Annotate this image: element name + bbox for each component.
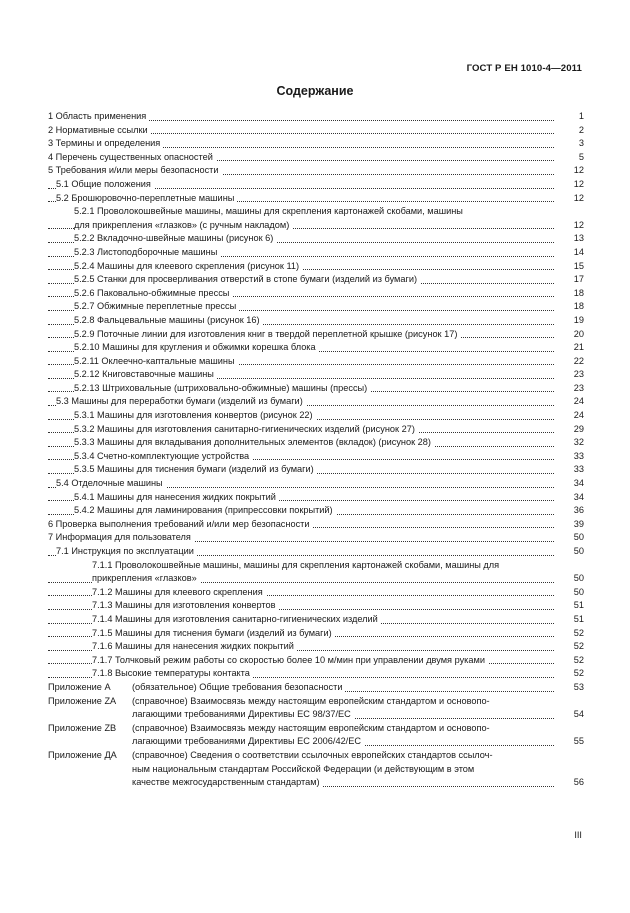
toc-entry-text: 5.2.6 Паковально-обжимные прессы: [74, 288, 232, 298]
toc-entry[interactable]: [48, 667, 584, 681]
toc-entry[interactable]: [48, 328, 584, 342]
toc-page-number: 24: [560, 395, 584, 409]
toc-entry-text: 5.2.9 Поточные линии для изготовления книг в твердой переплетной крышке (рисунок 17): [74, 329, 460, 339]
toc-entry[interactable]: [48, 559, 584, 586]
toc-entry[interactable]: [48, 599, 584, 613]
toc-page-number: 18: [560, 300, 584, 314]
toc-page-number: 3: [560, 137, 584, 151]
toc-entry-text: 5.2.4 Машины для клеевого скрепления (рисунок 11): [74, 261, 302, 271]
toc-page-number: 50: [560, 531, 584, 545]
page-title: Содержание: [276, 84, 354, 98]
toc-page-number: 56: [560, 776, 584, 790]
toc-page-number: 12: [560, 164, 584, 178]
toc-page-number: 24: [560, 409, 584, 423]
appendix-label: Приложение ZB: [48, 722, 117, 733]
toc-entry-text: 7.1.5 Машины для тиснения бумаги (изделий из бумаги): [92, 628, 335, 638]
toc-page-number: 14: [560, 246, 584, 260]
toc-page-number: 12: [560, 219, 584, 233]
toc-page-number: 36: [560, 504, 584, 518]
toc-page-number: 32: [560, 436, 584, 450]
toc-entry-text: 5.2.3 Листоподборочные машины: [74, 247, 220, 257]
appendix-title: (справочное) Взаимосвязь между настоящим европейским стандартом и основопо-: [132, 722, 490, 733]
toc-page-number: 23: [560, 368, 584, 382]
toc-entry[interactable]: [48, 246, 584, 260]
toc-entry-text: 5.3.4 Счетно-комплектующие устройства: [74, 451, 252, 461]
toc-entry-text: 5.2.1 Проволокошвейные машины, машины для скрепления картонажей скобами, машины: [74, 206, 466, 216]
toc-page-number: 55: [560, 735, 584, 749]
toc-page-number: 5: [560, 151, 584, 165]
toc-page-number: 19: [560, 314, 584, 328]
appendix-label: Приложение А: [48, 681, 111, 692]
toc-entry[interactable]: [48, 586, 584, 600]
toc-entry[interactable]: [48, 545, 584, 559]
toc-page-number: 52: [560, 640, 584, 654]
toc-entry[interactable]: [48, 341, 584, 355]
toc-entry-text: 7.1.3 Машины для изготовления конвертов: [92, 600, 279, 610]
toc-entry[interactable]: [48, 124, 584, 138]
toc-page-number: 52: [560, 627, 584, 641]
toc-entry-text: 7.1.4 Машины для изготовления санитарно-гигиенических изделий: [92, 614, 381, 624]
toc-entry[interactable]: [48, 395, 584, 409]
toc-page-number: 17: [560, 273, 584, 287]
toc-entry-text: 5.3 Машины для переработки бумаги (изделий из бумаги): [56, 396, 306, 406]
toc-entry[interactable]: [48, 314, 584, 328]
toc-entry-text: 7.1 Инструкция по эксплуатации: [56, 546, 197, 556]
toc-entry[interactable]: [48, 436, 584, 450]
toc-page-number: 33: [560, 463, 584, 477]
toc-entry[interactable]: [48, 205, 584, 232]
toc-entry[interactable]: [48, 137, 584, 151]
toc-page-number: 39: [560, 518, 584, 532]
toc-entry-text: 5.3.3 Машины для вкладывания дополнительных элементов (вкладок) (рисунок 28): [74, 437, 434, 447]
toc-entry[interactable]: [48, 164, 584, 178]
toc-entry[interactable]: [48, 409, 584, 423]
toc-entry[interactable]: [48, 627, 584, 641]
toc-entry-text: 5.1 Общие положения: [56, 179, 154, 189]
toc-entry-text: 5.2.2 Вкладочно-швейные машины (рисунок 6): [74, 233, 276, 243]
toc-page-number: 21: [560, 341, 584, 355]
appendix-label: Приложение ZA: [48, 695, 117, 706]
toc-page-number: 20: [560, 328, 584, 342]
appendix-title: ным национальным стандартам Российской Федерации (и действующим в этом: [132, 763, 475, 774]
toc-entry-text: 7.1.7 Толчковый режим работы со скоростью более 10 м/мин при управлении двумя руками: [92, 655, 488, 665]
toc-entry-text: прикрепления «глазков»: [92, 573, 200, 583]
toc-entry-text: 5.3.2 Машины для изготовления санитарно-гигиенических изделий (рисунок 27): [74, 424, 418, 434]
toc-entry[interactable]: [48, 368, 584, 382]
toc-page-number: 51: [560, 599, 584, 613]
toc-entry[interactable]: [48, 531, 584, 545]
toc-page-number: 52: [560, 667, 584, 681]
toc-entry-text: 2 Нормативные ссылки: [48, 125, 151, 135]
toc-appendix[interactable]: [48, 749, 584, 790]
appendix-title: лагающими требованиями Директивы ЕС 98/37/ЕС: [132, 709, 351, 720]
toc-entry-text: 5.2.7 Обжимные переплетные прессы: [74, 301, 239, 311]
toc-entry[interactable]: [48, 178, 584, 192]
toc-page-number: 15: [560, 260, 584, 274]
toc-entry-text: 5.2.8 Фальцевальные машины (рисунок 16): [74, 315, 263, 325]
toc-entry[interactable]: [48, 232, 584, 246]
toc-entry-text: 7 Информация для пользователя: [48, 532, 194, 542]
toc-entry[interactable]: [48, 423, 584, 437]
toc-appendix[interactable]: [48, 722, 584, 749]
toc-entry[interactable]: [48, 518, 584, 532]
toc-entry-text: 5.2.12 Книговставочные машины: [74, 369, 217, 379]
toc-entry[interactable]: [48, 355, 584, 369]
toc-page-number: 50: [560, 572, 584, 586]
toc-page-number: 53: [560, 681, 584, 695]
toc-entry-text: 7.1.6 Машины для нанесения жидких покрытий: [92, 641, 297, 651]
toc-appendix[interactable]: [48, 681, 584, 695]
toc-entry[interactable]: [48, 491, 584, 505]
appendix-title: качестве межгосударственным стандартам): [132, 777, 320, 788]
appendix-title: (справочное) Сведения о соответствии ссылочных европейских стандартов ссылоч-: [132, 749, 493, 760]
appendix-title: лагающими требованиями Директивы ЕС 2006/42/ЕС: [132, 736, 361, 747]
toc-entry-text: 5 Требования и/или меры безопасности: [48, 165, 222, 175]
toc-entry-text: 3 Термины и определения: [48, 138, 163, 148]
toc-page-number: 12: [560, 178, 584, 192]
toc-entry[interactable]: [48, 613, 584, 627]
toc-page-number: 34: [560, 477, 584, 491]
toc-entry-text: 5.2.13 Штриховальные (штриховально-обжимные) машины (прессы): [74, 383, 370, 393]
toc-entry-text: 7.1.8 Высокие температуры контакта: [92, 668, 253, 678]
toc-page-number: 34: [560, 491, 584, 505]
toc-entry[interactable]: [48, 110, 584, 124]
toc-page-number: 51: [560, 613, 584, 627]
toc-entry[interactable]: [48, 151, 584, 165]
toc-entry-text: 7.1.1 Проволокошвейные машины, машины для скрепления картонажей скобами, машины для: [92, 560, 502, 570]
toc-page-number: 13: [560, 232, 584, 246]
toc-entry-text: 5.3.1 Машины для изготовления конвертов (рисунок 22): [74, 410, 316, 420]
toc-entry-text: 5.2.11 Оклеечно-каптальные машины: [74, 356, 238, 366]
toc-entry-text: 7.1.2 Машины для клеевого скрепления: [92, 587, 266, 597]
toc-page-number: 54: [560, 708, 584, 722]
toc-entry[interactable]: [48, 300, 584, 314]
toc-entry[interactable]: [48, 287, 584, 301]
toc-entry[interactable]: [48, 477, 584, 491]
appendix-label: Приложение ДА: [48, 749, 117, 760]
toc-entry[interactable]: [48, 260, 584, 274]
footer-page-number: III: [574, 830, 582, 840]
toc-appendix[interactable]: [48, 695, 584, 722]
toc-page-number: 29: [560, 423, 584, 437]
toc-entry[interactable]: [48, 192, 584, 206]
toc-entry-text: 5.4.1 Машины для нанесения жидких покрытий: [74, 492, 279, 502]
toc-entry[interactable]: [48, 640, 584, 654]
appendix-title: (справочное) Взаимосвязь между настоящим европейским стандартом и основопо-: [132, 695, 490, 706]
toc-entry-text: 1 Область применения: [48, 111, 149, 121]
table-of-contents: [48, 110, 584, 790]
toc-entry-text: 5.4 Отделочные машины: [56, 478, 166, 488]
toc-entry-text: 6 Проверка выполнения требований и/или мер безопасности: [48, 519, 313, 529]
toc-page-number: 22: [560, 355, 584, 369]
toc-page-number: 52: [560, 654, 584, 668]
appendix-title: (обязательное) Общие требования безопасности: [132, 681, 343, 692]
toc-page-number: 12: [560, 192, 584, 206]
toc-entry[interactable]: [48, 382, 584, 396]
toc-page-number: 33: [560, 450, 584, 464]
toc-entry-text: 4 Перечень существенных опасностей: [48, 152, 216, 162]
toc-entry-text: 5.2.10 Машины для кругления и обжимки корешка блока: [74, 342, 319, 352]
toc-entry-text: для прикрепления «глазков» (с ручным накладом): [74, 220, 292, 230]
toc-page-number: 18: [560, 287, 584, 301]
toc-page-number: 2: [560, 124, 584, 138]
toc-page-number: 23: [560, 382, 584, 396]
toc-entry[interactable]: [48, 273, 584, 287]
toc-entry-text: 5.2 Брошюровочно-переплетные машины: [56, 193, 237, 203]
toc-entry-text: 5.4.2 Машины для ламинирования (припрессовки покрытий): [74, 505, 336, 515]
toc-entry[interactable]: [48, 504, 584, 518]
toc-entry[interactable]: [48, 450, 584, 464]
toc-page-number: 1: [560, 110, 584, 124]
toc-page-number: 50: [560, 545, 584, 559]
toc-entry-text: 5.3.5 Машины для тиснения бумаги (изделий из бумаги): [74, 464, 317, 474]
toc-entry-text: 5.2.5 Станки для просверливания отверстий в стопе бумаги (изделий из бумаги): [74, 274, 420, 284]
standard-code: ГОСТ Р ЕН 1010-4—2011: [466, 63, 582, 74]
toc-entry[interactable]: [48, 654, 584, 668]
toc-page-number: 50: [560, 586, 584, 600]
toc-entry[interactable]: [48, 463, 584, 477]
